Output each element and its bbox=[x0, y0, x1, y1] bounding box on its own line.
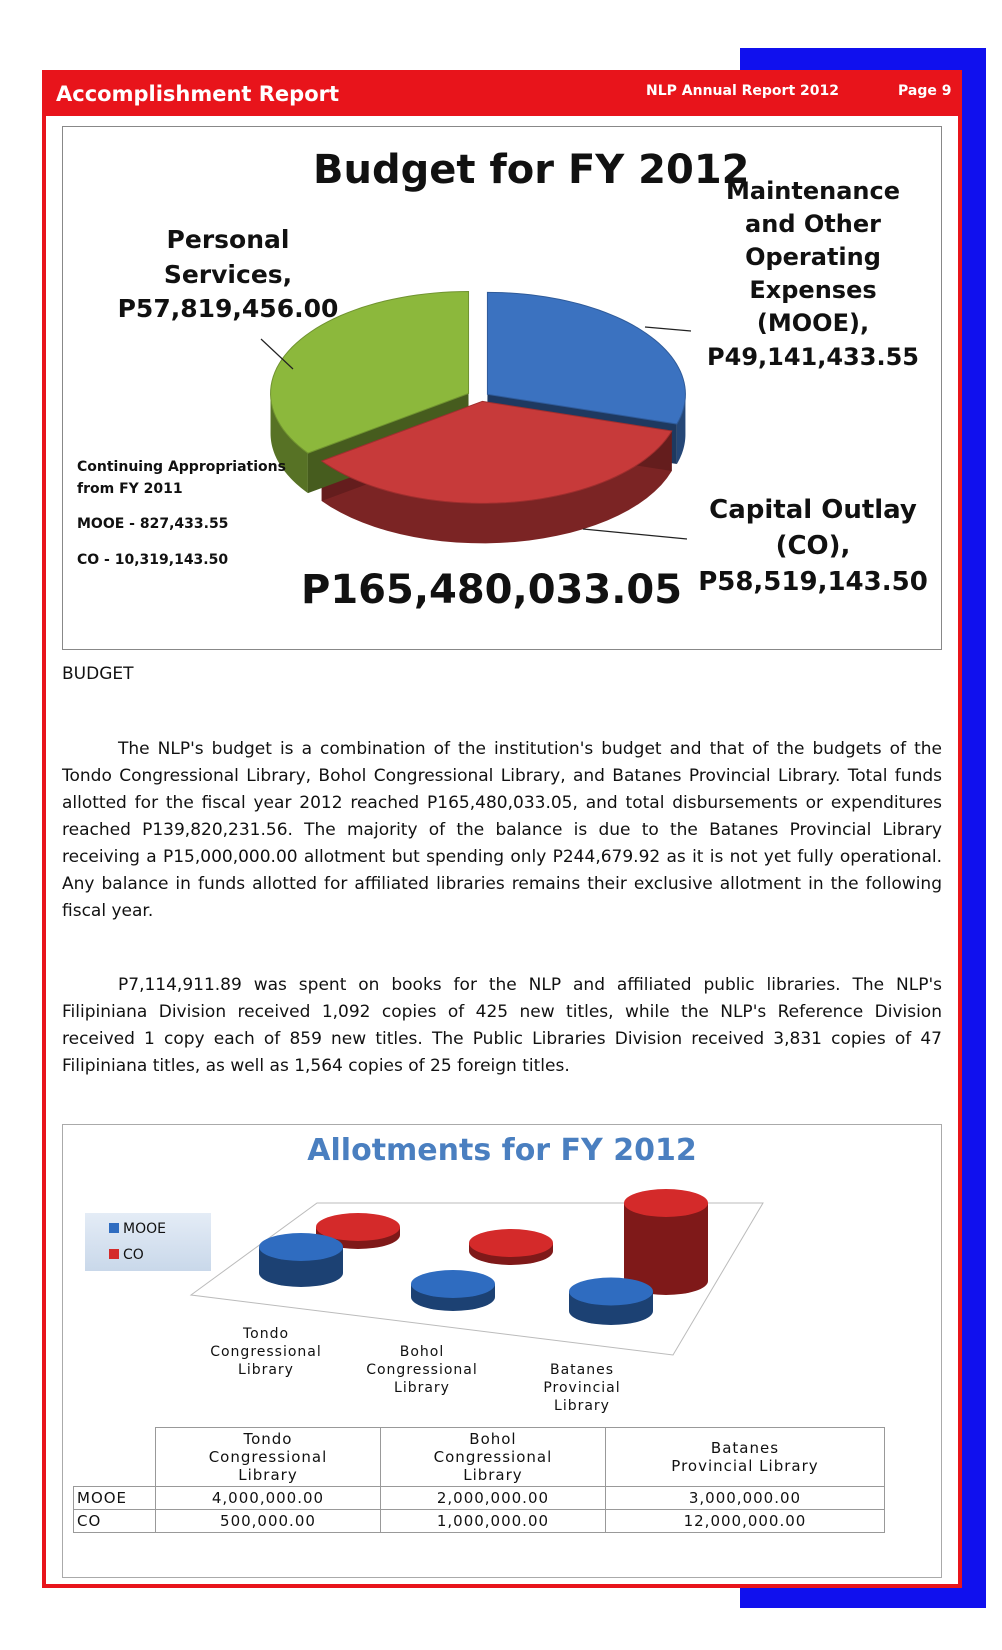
row-label-co: CO bbox=[74, 1510, 156, 1533]
cell-co-bohol: 1,000,000.00 bbox=[380, 1510, 605, 1533]
bar-co-1-top bbox=[469, 1229, 553, 1257]
th-bohol-2: Congressional bbox=[433, 1448, 553, 1466]
table-row bbox=[74, 1510, 885, 1533]
report-page bbox=[42, 70, 962, 1588]
paragraph-2 bbox=[62, 972, 942, 1080]
label-personal-services bbox=[103, 223, 353, 327]
co-line2: (CO), bbox=[775, 530, 851, 561]
table-row bbox=[74, 1487, 885, 1510]
legend-label-mooe: MOOE bbox=[123, 1221, 166, 1237]
ps-amount: P57,819,456.00 bbox=[117, 294, 339, 323]
allotments-data-table bbox=[73, 1427, 885, 1533]
paragraph-1-text: The NLP's budget is a combination of the institution's budget and that of the budgets of the Tondo Congressional Library, Bohol Congressional Library, and Batanes Provincial Library. Total funds allotted for the fiscal year 2012 reached P165,480,033.05, and total disbursements or expenditures reached P139,820,231.56. The majority of the balance is due to the Batanes Provincial Library receiving a P15,000,000.00 allotment but spending only P244,679.92 as it is not yet fully operational. Any balance in funds allotted for affiliated libraries remains their exclusive allotment in the following fiscal year. bbox=[62, 739, 942, 921]
bar-mooe-1-top bbox=[411, 1270, 495, 1298]
cat-bohol-1: Bohol bbox=[399, 1344, 445, 1360]
cell-co-batanes: 12,000,000.00 bbox=[605, 1510, 884, 1533]
mooe-amount: P49,141,433.55 bbox=[707, 342, 919, 371]
th-bohol-3: Library bbox=[463, 1466, 523, 1484]
cell-co-tondo: 500,000.00 bbox=[156, 1510, 381, 1533]
category-label-tondo bbox=[191, 1325, 341, 1379]
table-header-batanes bbox=[605, 1428, 884, 1487]
cat-batanes-3: Library bbox=[554, 1398, 610, 1414]
mooe-line5: (MOOE), bbox=[756, 309, 870, 338]
label-capital-outlay bbox=[693, 493, 933, 601]
bar-mooe-0-top bbox=[259, 1233, 343, 1261]
cell-mooe-batanes: 3,000,000.00 bbox=[605, 1487, 884, 1510]
paragraph-1 bbox=[62, 736, 942, 925]
allotments-chart-box bbox=[62, 1124, 942, 1578]
header-report-name: NLP Annual Report 2012 bbox=[646, 83, 839, 99]
pie-chart-title: Budget for FY 2012 bbox=[313, 147, 750, 193]
ps-line2: Services, bbox=[163, 259, 293, 289]
mooe-line4: Expenses bbox=[749, 276, 877, 305]
cat-tondo-3: Library bbox=[238, 1362, 294, 1378]
cat-bohol-3: Library bbox=[394, 1380, 450, 1396]
header-page-number: Page 9 bbox=[898, 83, 952, 99]
th-bohol-1: Bohol bbox=[469, 1430, 517, 1448]
mooe-line3: Operating bbox=[745, 243, 881, 272]
budget-chart-box bbox=[62, 126, 942, 650]
table-header-bohol bbox=[380, 1428, 605, 1487]
allotments-chart-title: Allotments for FY 2012 bbox=[307, 1133, 697, 1168]
th-tondo-1: Tondo bbox=[243, 1430, 293, 1448]
label-mooe bbox=[693, 175, 933, 374]
paragraph-2-text: P7,114,911.89 was spent on books for the NLP and affiliated public libraries. The NLP's Filipiniana Division received 1,092 copies of 425 new titles, while the NLP's Reference Division received 1 copy each of 859 new titles. The Public Libraries Division received 3,831 copies of 47 Filipiniana titles, as well as 1,564 copies of 25 foreign titles. bbox=[62, 975, 942, 1076]
th-batanes-1: Batanes bbox=[710, 1439, 780, 1457]
budget-total: P165,480,033.05 bbox=[301, 567, 683, 613]
header-title: Accomplishment Report bbox=[56, 82, 340, 106]
cat-tondo-2: Congressional bbox=[210, 1344, 322, 1360]
mooe-line1: Maintenance bbox=[725, 177, 900, 205]
continuing-mooe: MOOE - 827,433.55 bbox=[77, 516, 229, 533]
cell-mooe-bohol: 2,000,000.00 bbox=[380, 1487, 605, 1510]
cat-tondo-1: Tondo bbox=[242, 1326, 290, 1342]
table-corner bbox=[74, 1428, 156, 1487]
continuing-appropriations bbox=[77, 457, 286, 572]
legend-label-co: CO bbox=[123, 1247, 144, 1263]
section-title: BUDGET bbox=[62, 664, 134, 684]
table-header-tondo bbox=[156, 1428, 381, 1487]
bar-co-2-top bbox=[624, 1189, 708, 1217]
continuing-line1: Continuing Appropriations bbox=[77, 459, 286, 475]
continuing-co: CO - 10,319,143.50 bbox=[77, 552, 229, 569]
category-label-bohol bbox=[347, 1343, 497, 1397]
cell-mooe-tondo: 4,000,000.00 bbox=[156, 1487, 381, 1510]
page-header bbox=[46, 74, 958, 116]
allotments-3d-chart bbox=[63, 1125, 943, 1425]
th-batanes-2: Provincial Library bbox=[671, 1457, 819, 1475]
mooe-line2: and Other bbox=[745, 210, 881, 239]
continuing-line2: from FY 2011 bbox=[77, 480, 183, 497]
cat-batanes-1: Batanes bbox=[549, 1362, 615, 1378]
co-amount: P58,519,143.50 bbox=[698, 566, 928, 597]
cat-batanes-2: Provincial bbox=[543, 1380, 621, 1396]
leader-line-mooe bbox=[645, 327, 691, 331]
ps-line1: Personal bbox=[166, 225, 290, 254]
th-tondo-3: Library bbox=[238, 1466, 298, 1484]
co-line1: Capital Outlay bbox=[709, 495, 917, 525]
th-tondo-2: Congressional bbox=[208, 1448, 328, 1466]
cat-bohol-2: Congressional bbox=[366, 1362, 478, 1378]
category-label-batanes bbox=[507, 1361, 657, 1415]
leader-line-capital-outlay bbox=[583, 529, 687, 539]
bar-mooe-2-top bbox=[569, 1278, 653, 1306]
table-header-row bbox=[74, 1428, 885, 1487]
row-label-mooe: MOOE bbox=[74, 1487, 156, 1510]
